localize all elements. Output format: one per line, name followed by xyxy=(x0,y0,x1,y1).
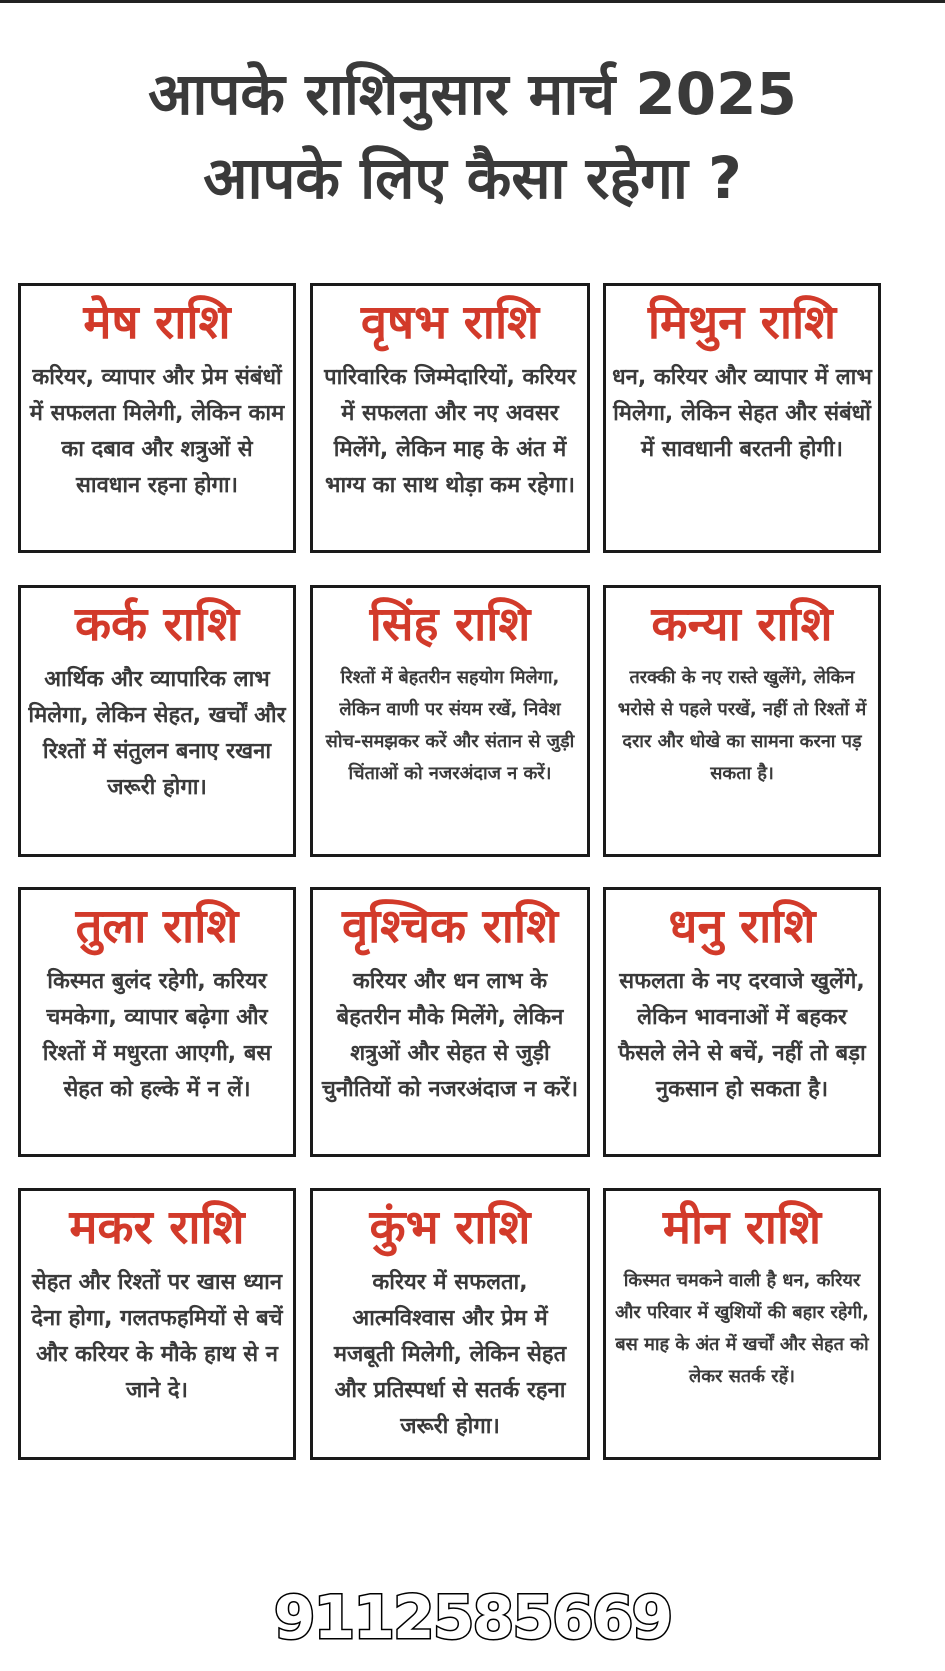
rashi-name: वृषभ राशि xyxy=(360,295,540,350)
rashi-description: करियर और धन लाभ के बेहतरीन मौके मिलेंगे, लेकिन शत्रुओं और सेहत से जुड़ी चुनौतियों को नजरअंदाज न करें। xyxy=(321,969,579,1102)
rashi-description: तरक्की के नए रास्ते खुलेंगे, लेकिन भरोसे से पहले परखें, नहीं तो रिश्तों में दरार और धोखे का सामना करना पड़ सकता है। xyxy=(617,667,867,784)
card-kanya xyxy=(603,585,881,857)
card-vrishchik xyxy=(310,887,590,1157)
rashi-description: किस्मत बुलंद रहेगी, करियर चमकेगा, व्यापार बढ़ेगा और रिश्तों में मधुरता आएगी, बस सेहत को हल्के में न लें। xyxy=(42,969,272,1102)
rashi-name: कर्क राशि xyxy=(74,597,240,652)
rashi-name: कन्या राशि xyxy=(651,597,833,652)
rashi-name: मिथुन राशि xyxy=(647,295,837,350)
rashi-description: किस्मत चमकने वाली है धन, करियर और परिवार में खुशियों की बहार रहेगी, बस माह के अंत में खर्चों और सेहत को लेकर सतर्क रहें। xyxy=(614,1270,870,1387)
card-dhanu xyxy=(603,887,881,1157)
title-line-2: आपके लिए कैसा रहेगा ? xyxy=(203,144,742,212)
rashi-description: रिश्तों में बेहतरीन सहयोग मिलेगा, लेकिन वाणी पर संयम रखें, निवेश सोच-समझकर करें और संतान से जुड़ी चिंताओं को नजरअंदाज न करें। xyxy=(325,667,575,784)
card-tula xyxy=(18,887,296,1157)
card-meen xyxy=(603,1188,881,1460)
rashi-description: पारिवारिक जिम्मेदारियों, करियर में सफलता और नए अवसर मिलेंगे, लेकिन माह के अंत में भाग्य का साथ थोड़ा कम रहेगा। xyxy=(324,365,576,498)
rashi-description: करियर में सफलता, आत्मविश्वास और प्रेम में मजबूती मिलेगी, लेकिन सेहत और प्रतिस्पर्धा से सतर्क रहना जरूरी होगा। xyxy=(333,1270,567,1439)
rashi-name: कुंभ राशि xyxy=(369,1200,531,1255)
phone-number: 9112585669 xyxy=(273,1583,672,1653)
rashi-name: मीन राशि xyxy=(662,1200,822,1255)
card-mithun xyxy=(603,283,881,553)
card-mesh xyxy=(18,283,296,553)
title-line-1: आपके राशिनुसार मार्च 2025 xyxy=(148,60,797,128)
card-singh xyxy=(310,585,590,857)
rashi-name: तुला राशि xyxy=(75,899,239,954)
page-title xyxy=(0,52,945,220)
rashi-name: वृश्चिक राशि xyxy=(341,899,559,954)
rashi-description: धन, करियर और व्यापार में लाभ मिलेगा, लेकिन सेहत और संबंधों में सावधानी बरतनी होगी। xyxy=(612,365,872,462)
rashi-name: मकर राशि xyxy=(69,1200,245,1255)
card-makar xyxy=(18,1188,296,1460)
rashi-description: आर्थिक और व्यापारिक लाभ मिलेगा, लेकिन सेहत, खर्चों और रिश्तों में संतुलन बनाए रखना जरूरी होगा। xyxy=(28,667,286,800)
rashi-name: सिंह राशि xyxy=(369,597,531,652)
top-border xyxy=(0,0,945,3)
rashi-description: सफलता के नए दरवाजे खुलेंगे, लेकिन भावनाओं में बहकर फैसले लेने से बचें, नहीं तो बड़ा नुकसान हो सकता है। xyxy=(618,969,866,1102)
card-vrishabh xyxy=(310,283,590,553)
card-kumbh xyxy=(310,1188,590,1460)
rashi-description: सेहत और रिश्तों पर खास ध्यान देना होगा, गलतफहमियों से बचें और करियर के मौके हाथ से न जाने दे। xyxy=(31,1270,283,1403)
card-kark xyxy=(18,585,296,857)
rashi-name: धनु राशि xyxy=(668,899,816,954)
rashi-description: करियर, व्यापार और प्रेम संबंधों में सफलता मिलेगी, लेकिन काम का दबाव और शत्रुओं से सावधान रहना होगा। xyxy=(29,365,285,498)
rashi-name: मेष राशि xyxy=(83,295,231,350)
